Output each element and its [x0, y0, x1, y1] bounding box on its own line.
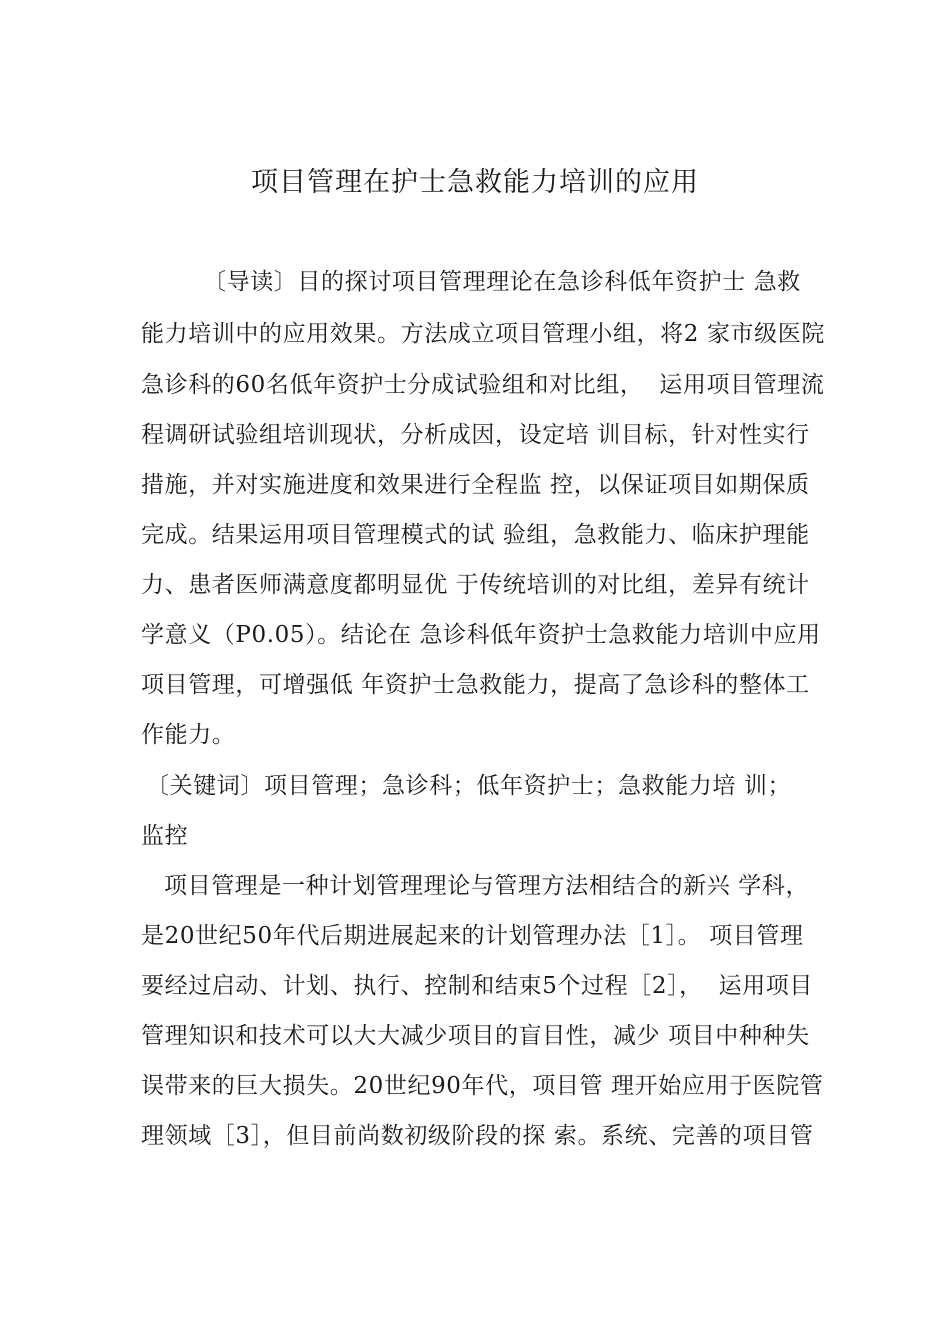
body-line: 要经过启动、计划、执行、控制和结束5个过程［2］， 运用项目	[141, 973, 813, 999]
document-title: 项目管理在护士急救能力培训的应用	[251, 167, 699, 198]
body-line: 理领域［3］，但目前尚数初级阶段的探 索。系统、完善的项目管	[141, 1123, 814, 1149]
abstract-line: 急诊科的60名低年资护士分成试验组和对比组， 运用项目管理流	[141, 372, 825, 398]
keywords-line: 〔关键词〕项目管理；急诊科；低年资护士；急救能力培 训；	[146, 773, 792, 799]
body-line: 是20世纪50年代后期进展起来的计划管理办法［1］。 项目管理	[141, 923, 804, 949]
abstract-line: 〔导读〕目的探讨项目管理理论在急诊科低年资护士 急救	[203, 269, 801, 295]
body-line: 项目管理是一种计划管理理论与管理方法相结合的新兴 学科，	[164, 873, 810, 899]
abstract-line: 能力培训中的应用效果。方法成立项目管理小组，将2 家市级医院	[141, 321, 825, 347]
abstract-line: 项目管理，可增强低 年资护士急救能力，提高了急诊科的整体工	[141, 672, 810, 698]
body-line: 管理知识和技术可以大大减少项目的盲目性，减少 项目中种种失	[141, 1023, 810, 1049]
abstract-line: 措施，并对实施进度和效果进行全程监 控，以保证项目如期保质	[141, 472, 810, 498]
body-line: 误带来的巨大损失。20世纪90年代，项目管 理开始应用于医院管	[141, 1073, 824, 1099]
keywords-line: 监控	[141, 823, 189, 849]
abstract-line: 完成。结果运用项目管理模式的试 验组，急救能力、临床护理能	[141, 522, 810, 548]
abstract-line: 作能力。	[141, 722, 236, 748]
abstract-line: 程调研试验组培训现状，分析成因，设定培 训目标，针对性实行	[141, 422, 810, 448]
abstract-line: 力、患者医师满意度都明显优 于传统培训的对比组，差异有统计	[141, 572, 810, 598]
abstract-line: 学意义（P0.05）。结论在 急诊科低年资护士急救能力培训中应用	[141, 622, 821, 648]
